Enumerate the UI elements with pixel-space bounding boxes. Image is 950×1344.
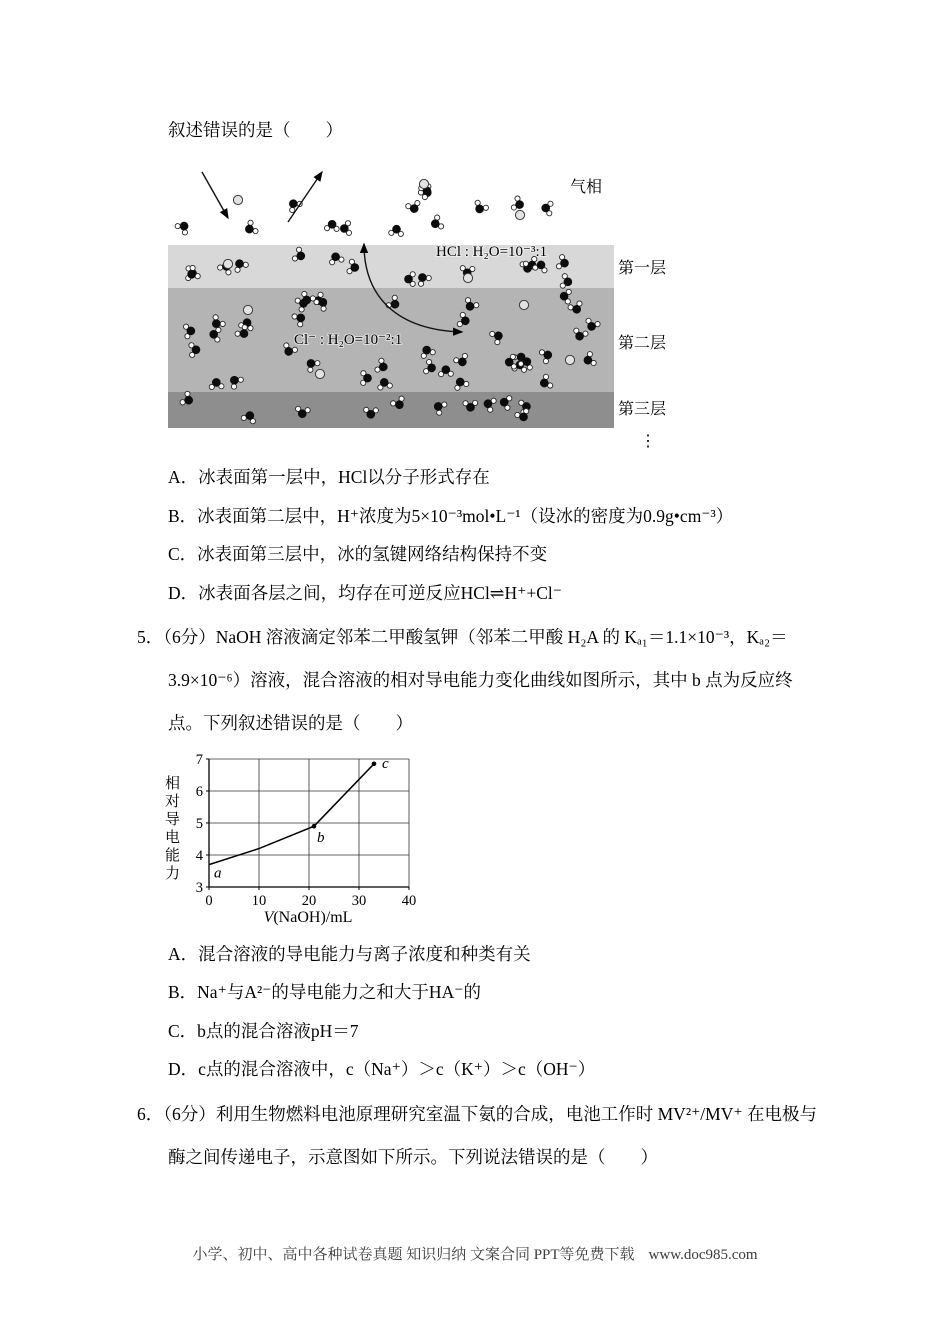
- evaporation-arrow: [288, 172, 322, 222]
- chloride-ion: [223, 260, 232, 269]
- conductivity-chart: [161, 749, 435, 927]
- water-molecule: [242, 220, 259, 238]
- gas-phase-label: 气相: [570, 179, 603, 197]
- y-tick-label: 3: [195, 879, 203, 896]
- q4-option-b: B．冰表面第二层中，H⁺浓度为5×10⁻³mol•L⁻¹（设冰的密度为0.9g•cm⁻³）: [168, 505, 734, 526]
- chloride-ion: [463, 274, 472, 283]
- question5-options: [168, 935, 822, 1089]
- q4-option-a: A．冰表面第一层中，HCl以分子形式存在: [168, 467, 490, 488]
- chart-xlabel-unit: (NaOH)/mL: [273, 908, 353, 926]
- q4-option-c: C．冰表面第三层中，冰的氢键网络结构保持不变: [168, 544, 548, 565]
- data-point-c: [372, 761, 377, 766]
- y-tick-label: 5: [195, 815, 203, 832]
- chloride-ion: [515, 211, 524, 220]
- x-tick-label: 30: [351, 892, 367, 909]
- q5-option-b: B．Na⁺与A²⁻的导电能力之和大于HA⁻的: [168, 982, 481, 1003]
- water-molecule: [405, 200, 423, 215]
- y-tick-label: 4: [195, 847, 203, 864]
- q5-option-c: C．b点的混合溶液pH＝7: [168, 1020, 359, 1041]
- q5-option-a: A．混合溶液的导电能力与离子浓度和种类有关: [168, 943, 531, 964]
- layer3-label: 第三层: [618, 401, 667, 419]
- deposition-arrow: [202, 172, 228, 218]
- y-tick-label: 6: [195, 783, 203, 800]
- water-molecule: [174, 218, 192, 236]
- water-molecule: [324, 220, 340, 232]
- water-molecule: [471, 200, 489, 217]
- x-tick-label: 10: [251, 892, 267, 909]
- water-molecule: [388, 224, 404, 237]
- x-tick-label: 20: [301, 892, 317, 909]
- x-tick-label: 0: [205, 892, 213, 909]
- x-tick-label: 40: [401, 892, 417, 909]
- footer-url[interactable]: www.doc985.com: [648, 1247, 758, 1263]
- chloride-ion: [233, 196, 242, 205]
- chloride-ion: [419, 180, 428, 189]
- q4-option-d: D．冰表面各层之间，均存在可逆反应HCl⇌H⁺+Cl⁻: [168, 582, 562, 603]
- chart-plot: [185, 749, 435, 909]
- y-tick-label: 7: [195, 751, 203, 768]
- chloride-ion: [243, 306, 252, 315]
- chloride-ion: [565, 356, 574, 365]
- conductivity-curve: [209, 764, 374, 865]
- data-point-b: [312, 824, 317, 829]
- footer-text: 小学、初中、高中各种试卷真题 知识归纳 文案合同 PPT等免费下载: [192, 1247, 635, 1263]
- question4-stem-tail: 叙述错误的是（ ）: [168, 120, 343, 140]
- question4-options: [168, 458, 822, 612]
- hcl-ratio-annotation: HCl : H₂O=10⁻³:1: [436, 244, 548, 261]
- chloride-ion: [519, 301, 528, 310]
- point-label-a: a: [214, 865, 222, 882]
- point-label-b: b: [317, 830, 325, 847]
- water-molecule: [541, 200, 554, 216]
- question6-stem: 6．（6分）利用生物燃料电池原理研究室温下氨的合成，电池工作时 MV²⁺/MV⁺ 在电极与酶之间传递电子，示意图如下所示。下列说法错误的是（ ）: [137, 1103, 817, 1167]
- layer1-label: 第一层: [618, 260, 667, 278]
- cl-ratio-annotation: Cl⁻ : H₂O=10⁻²:1: [294, 332, 403, 349]
- vertical-ellipsis: ⋮: [640, 433, 656, 451]
- q5-option-d: D．c点的混合溶液中，c（Na⁺）＞c（K⁺）＞c（OH⁻）: [168, 1059, 596, 1080]
- point-label-c: c: [382, 755, 389, 772]
- layer2-label: 第二层: [618, 335, 667, 353]
- chloride-ion: [315, 370, 324, 379]
- page-footer: [0, 1243, 950, 1264]
- water-molecule: [428, 214, 444, 232]
- chart-xlabel-symbol: V: [263, 908, 274, 926]
- water-molecule: [339, 221, 352, 237]
- chart-ylabel: 相对导电能力: [163, 774, 179, 883]
- ice-layers-svg: [168, 160, 688, 452]
- chart-xlabel: [161, 909, 435, 927]
- ice-surface-diagram: [168, 160, 822, 452]
- ice-layer3-band: [168, 392, 614, 428]
- question5-stem: 5．（6分）NaOH 溶液滴定邻苯二甲酸氢钾（邻苯二甲酸 H₂A 的 Kₐ₁＝1.1×10⁻³，Kₐ₂＝3.9×10⁻⁶）溶液，混合溶液的相对导电能力变化曲线如图所示，其中 b 点为反应终点。下列叙述错误的是（ ）: [137, 627, 793, 733]
